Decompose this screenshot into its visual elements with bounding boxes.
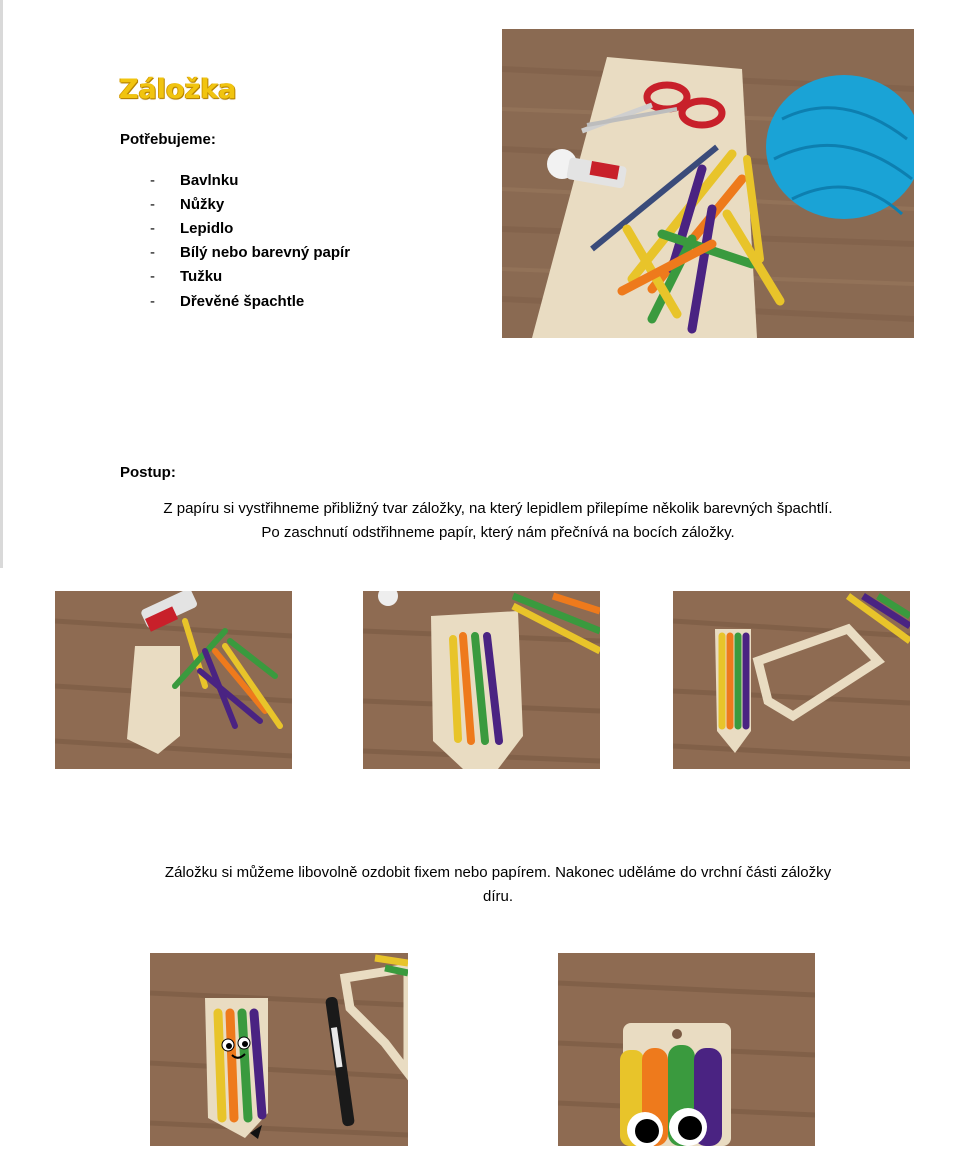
page-edge [0,0,3,568]
step1-text [110,497,886,545]
list-marker: - [150,219,155,237]
list-item-text: Lepidlo [180,219,234,237]
step-photo-decorated [150,953,408,1146]
list-item [150,216,350,240]
list-marker: - [150,268,155,286]
list-item-text: Bílý nebo barevný papír [180,244,351,262]
step-photo-finished [558,953,815,1146]
step2-line: Záložku si můžeme libovolně ozdobit fixem nebo papírem. Nakonec uděláme do vrchní části záložky [164,864,832,881]
list-item-text: Tužku [180,268,223,286]
page-title: Záložka [119,74,237,105]
materials-heading: Potřebujeme: [120,131,216,148]
list-item-text: Dřevěné špachtle [180,292,305,310]
step2-text [110,861,886,909]
step1-line: Po zaschnutí odstřihneme papír, který nám přečnívá na bocích záložky. [261,524,735,541]
list-item-text: Nůžky [180,195,225,213]
step2-line: díru. [482,888,513,905]
list-item [150,289,350,313]
step1-line: Z papíru si vystřihneme přibližný tvar záložky, na který lepidlem přilepíme několik barevných špachtlí. [163,500,833,517]
list-item [150,192,350,216]
list-item-text: Bavlnku [180,171,239,189]
list-item [150,241,350,265]
list-marker: - [150,292,155,310]
list-marker: - [150,171,155,189]
materials-photo [502,29,914,338]
step-photo-glue [55,591,292,769]
list-item [150,265,350,289]
steps-heading: Postup: [120,464,176,481]
materials-list [150,168,350,313]
list-item [150,168,350,192]
step-photo-sticks [363,591,600,769]
list-marker: - [150,195,155,213]
list-marker: - [150,244,155,262]
step-photo-trimmed [673,591,910,769]
